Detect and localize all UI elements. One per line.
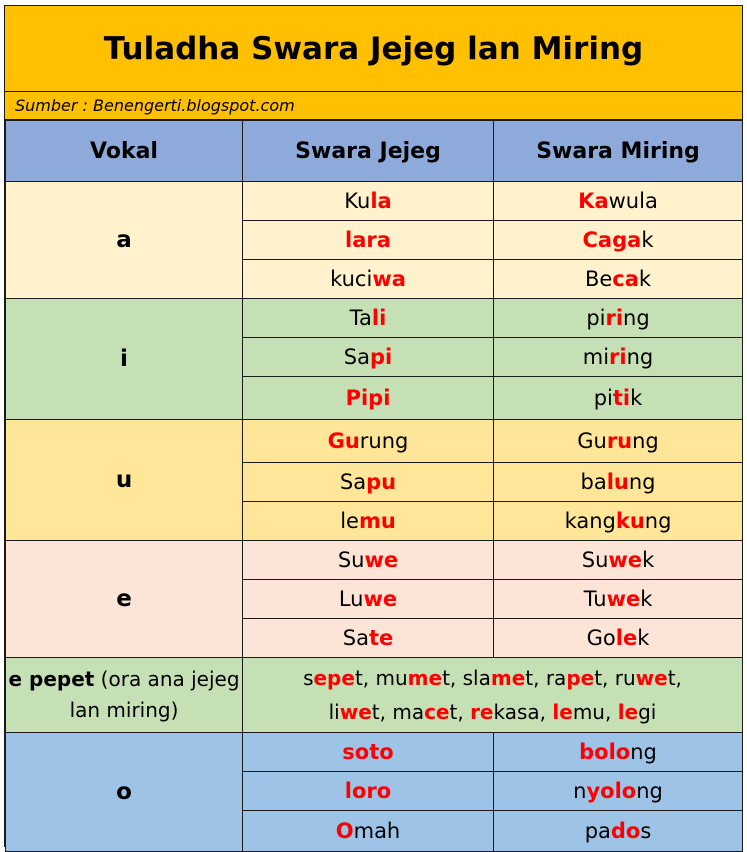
highlighted-syllable: ti <box>612 386 631 410</box>
highlighted-syllable: O <box>335 819 354 843</box>
plain-syllable: li <box>328 700 340 724</box>
highlighted-syllable: Caga <box>582 228 642 252</box>
plain-syllable: ng <box>628 470 656 494</box>
plain-syllable: Ku <box>344 189 371 213</box>
plain-syllable: Gu <box>577 429 607 453</box>
jejeg-cell <box>243 338 494 377</box>
jejeg-cell <box>243 299 494 338</box>
miring-cell <box>494 420 743 463</box>
plain-syllable: t, ma <box>371 700 425 724</box>
plain-syllable: ng <box>644 509 672 533</box>
plain-syllable: ng <box>630 740 657 764</box>
jejeg-cell <box>243 420 494 463</box>
plain-syllable: k <box>638 267 652 291</box>
plain-syllable: Go <box>586 626 616 650</box>
table-row <box>6 541 743 580</box>
jejeg-cell <box>243 182 494 221</box>
highlighted-syllable: me <box>407 666 443 690</box>
plain-syllable: Ta <box>349 306 372 330</box>
highlighted-syllable: do <box>610 819 641 843</box>
plain-syllable: Su <box>337 548 365 572</box>
miring-cell <box>494 463 743 502</box>
source-caption: Sumber : Benengerti.blogspot.com <box>5 92 742 120</box>
table-row-pepet <box>6 658 743 733</box>
plain-syllable: n <box>573 779 587 803</box>
highlighted-syllable: me <box>490 666 526 690</box>
highlighted-syllable: we <box>608 548 643 572</box>
highlighted-syllable: we <box>364 548 399 572</box>
plain-syllable: s <box>303 666 314 690</box>
plain-syllable: rung <box>359 429 409 453</box>
highlighted-syllable: bolo <box>579 740 631 764</box>
table-row <box>6 182 743 221</box>
highlighted-syllable: Gu <box>327 429 360 453</box>
pepet-examples-line-2 <box>243 695 742 729</box>
jejeg-cell <box>243 377 494 420</box>
jejeg-cell <box>243 619 494 658</box>
table-row <box>6 420 743 463</box>
highlighted-syllable: li <box>371 306 387 330</box>
miring-cell <box>494 260 743 299</box>
table-row <box>6 733 743 772</box>
plain-syllable: k <box>641 228 654 252</box>
plain-syllable: Tu <box>583 587 607 611</box>
vowel-cell-a: a <box>6 182 243 299</box>
highlighted-syllable: pi <box>369 345 393 369</box>
plain-syllable: Sa <box>342 626 369 650</box>
highlighted-syllable: Ka <box>578 189 609 213</box>
miring-cell <box>494 619 743 658</box>
header-vokal: Vokal <box>6 121 243 182</box>
plain-syllable: k <box>640 587 653 611</box>
plain-syllable: mah <box>353 819 401 843</box>
pepet-examples-line-1 <box>243 661 742 695</box>
plain-syllable: ng <box>623 306 650 330</box>
plain-syllable: Su <box>581 548 609 572</box>
highlighted-syllable: yolo <box>586 779 637 803</box>
jejeg-cell <box>243 502 494 541</box>
highlighted-syllable: te <box>368 626 394 650</box>
highlighted-syllable: ca <box>612 267 639 291</box>
vowel-example-table <box>5 120 743 852</box>
highlighted-syllable: la <box>370 189 392 213</box>
plain-syllable: k <box>637 626 650 650</box>
highlighted-syllable: ce <box>424 700 450 724</box>
miring-cell <box>494 502 743 541</box>
plain-syllable: mi <box>582 345 610 369</box>
highlighted-syllable: epe <box>313 666 355 690</box>
plain-syllable: ng <box>626 345 654 369</box>
highlighted-syllable: ri <box>609 345 627 369</box>
jejeg-cell <box>243 541 494 580</box>
miring-cell <box>494 182 743 221</box>
jejeg-cell <box>243 221 494 260</box>
header-swara-miring: Swara Miring <box>494 121 743 182</box>
header-row <box>6 121 743 182</box>
plain-syllable: kuci <box>330 267 373 291</box>
miring-cell <box>494 580 743 619</box>
highlighted-syllable: Pipi <box>345 386 391 410</box>
miring-cell <box>494 541 743 580</box>
pepet-examples-cell <box>243 658 743 733</box>
highlighted-syllable: le <box>615 626 638 650</box>
miring-cell <box>494 377 743 420</box>
highlighted-syllable: mu <box>358 509 396 533</box>
miring-cell <box>494 221 743 260</box>
jejeg-cell <box>243 811 494 852</box>
table-row <box>6 299 743 338</box>
highlighted-syllable: we <box>635 666 668 690</box>
highlighted-syllable: pu <box>366 470 397 494</box>
highlighted-syllable: pe <box>566 666 595 690</box>
highlighted-syllable: lara <box>345 228 391 252</box>
plain-syllable: t, sla <box>442 666 491 690</box>
highlighted-syllable: le <box>552 700 573 724</box>
plain-syllable: Sa <box>343 345 370 369</box>
plain-syllable: k <box>642 548 655 572</box>
plain-syllable: t, <box>449 700 471 724</box>
jejeg-cell <box>243 260 494 299</box>
pepet-vowel-label: e pepet <box>8 667 95 691</box>
highlighted-syllable: we <box>339 700 372 724</box>
highlighted-syllable: re <box>470 700 494 724</box>
plain-syllable: t, mu <box>354 666 408 690</box>
plain-syllable: Be <box>584 267 613 291</box>
miring-cell <box>494 811 743 852</box>
plain-syllable: ng <box>632 429 659 453</box>
plain-syllable: kasa, <box>493 700 553 724</box>
miring-cell <box>494 733 743 772</box>
vowel-cell-i: i <box>6 299 243 420</box>
pepet-vowel-note: (ora ana jejeg lan miring) <box>69 667 240 722</box>
jejeg-cell <box>243 733 494 772</box>
plain-syllable: t, ra <box>525 666 567 690</box>
page-title: Tuladha Swara Jejeg lan Miring <box>5 6 742 92</box>
vowel-cell-e: e <box>6 541 243 658</box>
highlighted-syllable: we <box>363 587 398 611</box>
plain-syllable: pi <box>593 386 613 410</box>
miring-cell <box>494 772 743 811</box>
plain-syllable: le <box>340 509 359 533</box>
highlighted-syllable: loro <box>344 779 392 803</box>
jejeg-cell <box>243 463 494 502</box>
plain-syllable: t, <box>667 666 682 690</box>
plain-syllable: mu, <box>572 700 618 724</box>
plain-syllable: ng <box>636 779 663 803</box>
plain-syllable: wula <box>608 189 658 213</box>
plain-syllable: s <box>640 819 652 843</box>
plain-syllable: Sa <box>339 470 367 494</box>
highlighted-syllable: soto <box>342 740 394 764</box>
plain-syllable: Lu <box>338 587 364 611</box>
highlighted-syllable: wa <box>372 267 406 291</box>
plain-syllable: kang <box>564 509 616 533</box>
plain-syllable: k <box>630 386 643 410</box>
jejeg-cell <box>243 580 494 619</box>
highlighted-syllable: ri <box>605 306 624 330</box>
plain-syllable: t, ru <box>594 666 636 690</box>
highlighted-syllable: ku <box>615 509 645 533</box>
vowel-cell-o: o <box>6 733 243 852</box>
highlighted-syllable: we <box>606 587 641 611</box>
miring-cell <box>494 299 743 338</box>
vowel-cell-u: u <box>6 420 243 541</box>
plain-syllable: ba <box>580 470 607 494</box>
plain-syllable: pi <box>586 306 606 330</box>
highlighted-syllable: lu <box>606 470 629 494</box>
plain-syllable: pa <box>584 819 611 843</box>
miring-cell <box>494 338 743 377</box>
jejeg-cell <box>243 772 494 811</box>
header-swara-jejeg: Swara Jejeg <box>243 121 494 182</box>
vowel-cell-e-pepet <box>6 658 243 733</box>
highlighted-syllable: ru <box>606 429 633 453</box>
highlighted-syllable: le <box>617 700 639 724</box>
plain-syllable: gi <box>638 700 657 724</box>
